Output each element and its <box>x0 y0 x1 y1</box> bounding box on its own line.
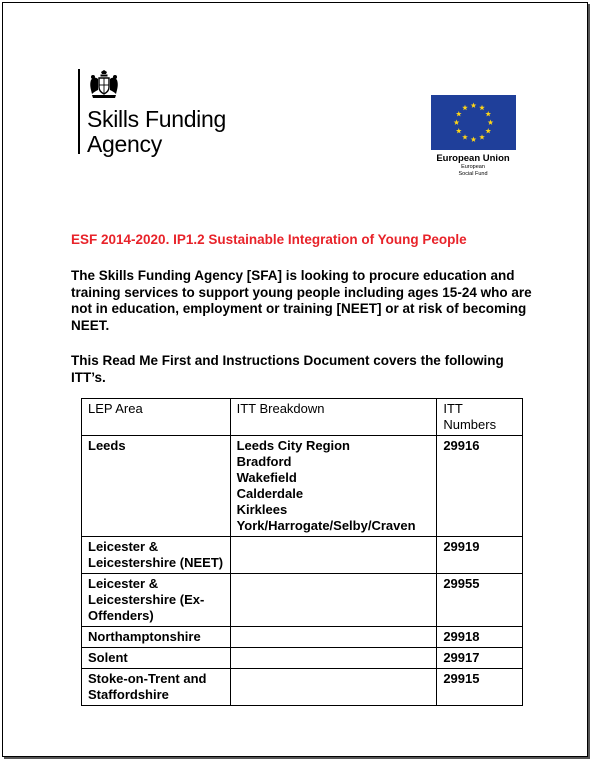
cell-lep-area: Stoke-on-Trent and Staffordshire <box>82 669 231 706</box>
cell-itt-number: 29919 <box>437 537 523 574</box>
cell-itt-breakdown <box>230 436 437 537</box>
cell-lep-area: Solent <box>82 648 231 669</box>
table-row <box>82 627 523 648</box>
cell-itt-breakdown <box>230 574 437 627</box>
table-body <box>82 436 523 706</box>
document-page <box>2 2 588 757</box>
header-itt-breakdown: ITT Breakdown <box>230 399 437 436</box>
cell-itt-number: 29915 <box>437 669 523 706</box>
eu-fund-line2: Social Fund <box>458 171 488 177</box>
intro-paragraph: The Skills Funding Agency [SFA] is looking to procure education and training services to support young people including ages 15-24 who are not in education, employment or training [NEET] or at risk of becoming NEET. <box>71 268 532 333</box>
table-header-row <box>82 399 523 436</box>
cell-lep-area: Leicester & Leicestershire (Ex-Offenders) <box>82 574 231 627</box>
breakdown-item: Bradford <box>236 454 292 469</box>
eu-name: European Union <box>436 153 510 164</box>
skills-funding-agency-wordmark <box>87 107 226 157</box>
logo-divider-bar <box>78 69 80 154</box>
logo-text-line2: Agency <box>87 131 162 157</box>
cell-itt-number: 29917 <box>437 648 523 669</box>
header-lep-area: LEP Area <box>82 399 231 436</box>
skills-funding-agency-logo <box>78 69 248 155</box>
logo-text-line1: Skills Funding <box>87 106 226 132</box>
royal-crest-icon <box>88 70 120 100</box>
breakdown-item: Leeds City Region <box>236 438 351 453</box>
header-itt-numbers: ITT Numbers <box>437 399 523 436</box>
table-row <box>82 537 523 574</box>
table-row <box>82 669 523 706</box>
cell-itt-number: 29916 <box>437 436 523 537</box>
cover-paragraph: This Read Me First and Instructions Document covers the following ITT’s. <box>71 353 504 385</box>
table-row <box>82 436 523 537</box>
breakdown-item: Calderdale <box>236 486 304 501</box>
eu-flag-icon <box>431 95 516 150</box>
cell-itt-breakdown <box>230 627 437 648</box>
breakdown-item: Wakefield <box>236 470 297 485</box>
cell-lep-area: Leicester & Leicestershire (NEET) <box>82 537 231 574</box>
table-row <box>82 574 523 627</box>
cell-lep-area: Leeds <box>82 436 231 537</box>
itt-table <box>81 398 523 706</box>
cell-itt-breakdown <box>230 669 437 706</box>
breakdown-item: Kirklees <box>236 502 288 517</box>
document-title: ESF 2014-2020. IP1.2 Sustainable Integration of Young People <box>71 232 467 247</box>
breakdown-item: York/Harrogate/Selby/Craven <box>236 518 416 533</box>
cell-itt-number: 29955 <box>437 574 523 627</box>
table-row <box>82 648 523 669</box>
cell-lep-area: Northamptonshire <box>82 627 231 648</box>
cell-itt-number: 29918 <box>437 627 523 648</box>
cell-itt-breakdown <box>230 537 437 574</box>
european-union-logo <box>429 95 517 178</box>
cell-itt-breakdown <box>230 648 437 669</box>
eu-fund-line1: European <box>461 164 485 170</box>
